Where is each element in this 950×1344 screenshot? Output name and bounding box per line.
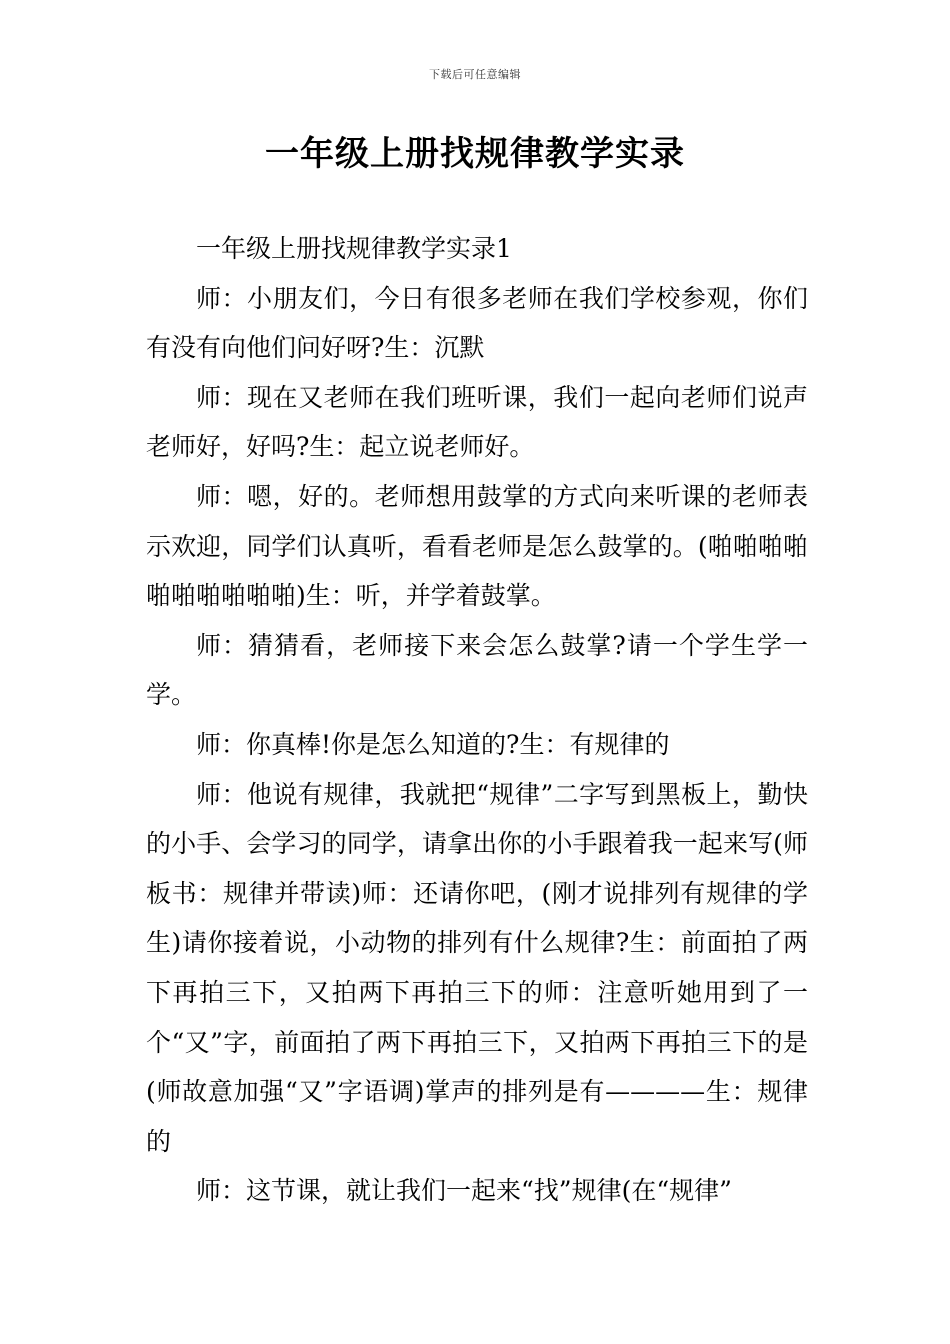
- paragraph: 师：他说有规律，我就把“规律”二字写到黑板上，勤快的小手、会学习的同学，请拿出你的小手跟着我一起来写(师板书：规律并带读)师：还请你吧，(刚才说排列有规律的学生)请你接着说，小动物的排列有什么规律?生：前面拍了两下再拍三下，又拍两下再拍三下的师：注意听她用到了一个“又”字，前面拍了两下再拍三下，又拍两下再拍三下的是(师故意加强“又”字语调)掌声的排列是有————生：规律的: [146, 779, 808, 1156]
- paragraph: 师：嗯，好的。老师想用鼓掌的方式向来听课的老师表示欢迎，同学们认真听，看看老师是怎么鼓掌的。(啪啪啪啪啪啪啪啪啪啪)生：听，并学着鼓掌。: [146, 481, 808, 611]
- section-heading: 一年级上册找规律教学实录1: [196, 234, 512, 263]
- paragraph: 师：现在又老师在我们班听课，我们一起向老师们说声老师好，好吗?生：起立说老师好。: [146, 382, 808, 462]
- paragraph: 师：你真棒!你是怎么知道的?生：有规律的: [196, 729, 670, 759]
- paragraph: 师：猜猜看，老师接下来会怎么鼓掌?请一个学生学一学。: [146, 630, 808, 710]
- document-title: 一年级上册找规律教学实录: [265, 134, 685, 174]
- header-note: 下载后可任意编辑: [429, 68, 521, 81]
- paragraph: 师：这节课，就让我们一起来“找”规律(在“规律”: [196, 1176, 732, 1206]
- paragraph: 师：小朋友们，今日有很多老师在我们学校参观，你们有没有向他们问好呀?生：沉默: [146, 283, 808, 363]
- document-body: [146, 224, 808, 1216]
